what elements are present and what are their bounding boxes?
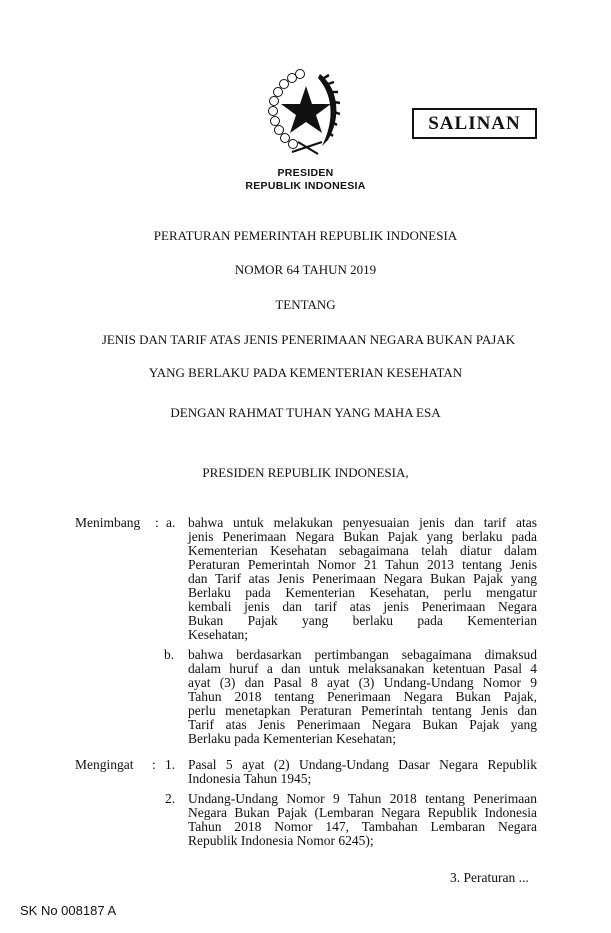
item-marker: b. <box>164 647 175 662</box>
menimbang-label: Menimbang <box>75 515 141 530</box>
mengingat-label: Mengingat <box>75 757 134 772</box>
mengingat-item-1 <box>188 758 537 786</box>
regulation-subject-line2: YANG BERLAKU PADA KEMENTERIAN KESEHATAN <box>148 365 463 380</box>
text-line: Republik Indonesia Nomor 6245); <box>188 833 374 848</box>
text-line: Bukan Pajak yang berlaku pada Kementerian <box>188 613 537 628</box>
menimbang-item-b <box>188 648 537 746</box>
regulation-tentang: TENTANG <box>275 297 336 312</box>
mengingat-item-2 <box>188 792 537 848</box>
menimbang-colon: : <box>155 515 159 530</box>
text-line: Undang-Undang Nomor 9 Tahun 2018 tentang Penerimaan <box>188 791 537 806</box>
text-line: Tarif atas Jenis Penerimaan Negara Bukan Pajak yang <box>188 717 537 732</box>
menimbang-item-a <box>188 516 537 642</box>
regulation-number: NOMOR 64 TAHUN 2019 <box>234 262 377 277</box>
text-line: dalam huruf a dan untuk melaksanakan ketentuan Pasal 4 <box>188 661 537 676</box>
header-presiden: PRESIDEN <box>277 167 334 179</box>
text-line: Berlaku pada Kementerian Kesehatan, perlu mengatur <box>188 585 537 600</box>
text-line: dan Tarif atas Jenis Penerimaan Negara Bukan Pajak yang <box>188 571 537 586</box>
text-line: Tahun 2018 tentang Penerimaan Negara Bukan Pajak, <box>188 689 537 704</box>
text-line: Negara Bukan Pajak (Lembaran Negara Republik Indonesia <box>188 805 537 820</box>
item-marker: 1. <box>165 757 176 772</box>
text-line: Tahun 2018 Nomor 147, Tambahan Lembaran Negara <box>188 819 537 834</box>
text-line: kembali jenis dan tarif atas jenis Penerimaan Negara <box>188 599 537 614</box>
header-republik-indonesia: REPUBLIK INDONESIA <box>245 180 366 192</box>
text-line: bahwa untuk melakukan penyesuaian jenis dan tarif atas <box>188 515 537 530</box>
text-line: Kementerian Kesehatan sebagaimana telah diatur dalam <box>188 543 537 558</box>
salinan-stamp: SALINAN <box>412 108 537 139</box>
issuer: PRESIDEN REPUBLIK INDONESIA, <box>202 465 409 480</box>
mengingat-colon: : <box>152 757 156 772</box>
text-line: bahwa berdasarkan pertimbangan sebagaimana dimaksud <box>188 647 537 662</box>
text-line: perlu menetapkan Peraturan Pemerintah tentang Jenis dan <box>188 703 537 718</box>
regulation-type: PERATURAN PEMERINTAH REPUBLIK INDONESIA <box>153 228 458 243</box>
continuation-note: 3. Peraturan ... <box>450 870 529 885</box>
regulation-subject-line1: JENIS DAN TARIF ATAS JENIS PENERIMAAN NEGARA BUKAN PAJAK <box>101 332 516 347</box>
item-marker: 2. <box>165 791 176 806</box>
text-line: Peraturan Pemerintah Nomor 21 Tahun 2013 tentang Jenis <box>188 557 537 572</box>
serial-number: SK No 008187 A <box>20 903 117 918</box>
invocation: DENGAN RAHMAT TUHAN YANG MAHA ESA <box>170 405 441 420</box>
text-line: Berlaku pada Kementerian Kesehatan; <box>188 731 397 746</box>
text-line: ayat (3) dan Pasal 8 ayat (3) Undang-Undang Nomor 9 <box>188 675 537 690</box>
text-line: jenis Penerimaan Negara Bukan Pajak yang berlaku pada <box>188 529 537 544</box>
garuda-emblem-icon <box>262 66 348 158</box>
text-line: Pasal 5 ayat (2) Undang-Undang Dasar Negara Republik <box>188 757 537 772</box>
item-marker: a. <box>166 515 176 530</box>
text-line: Indonesia Tahun 1945; <box>188 771 312 786</box>
text-line: Kesehatan; <box>188 627 248 642</box>
